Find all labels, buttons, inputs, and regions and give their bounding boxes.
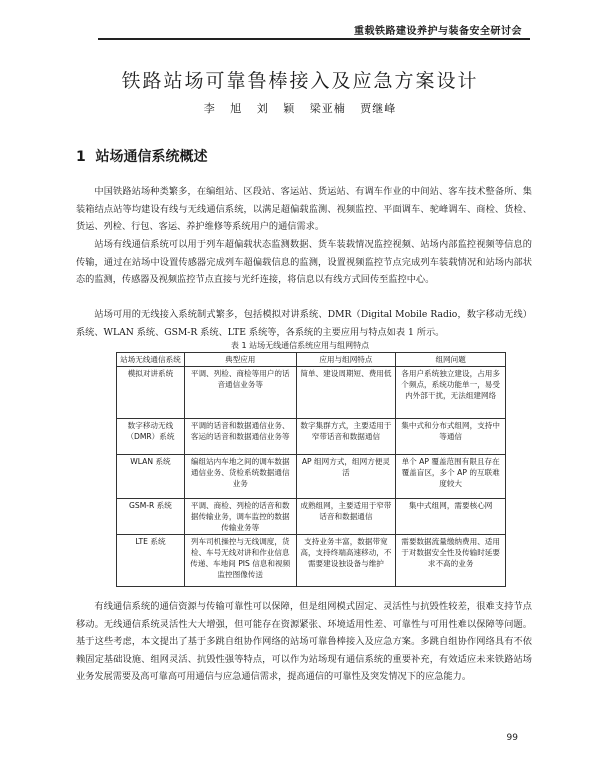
table-cell: LTE 系统 (117, 535, 185, 587)
author: 贾继峰 (360, 102, 397, 115)
section-heading (76, 146, 208, 166)
table-header-cell: 典型应用 (184, 353, 296, 367)
table-header-cell: 应用与组网特点 (296, 353, 396, 367)
table-caption: 表 1 站场无线通信系统应用与组网特点 (230, 341, 370, 350)
table-header-cell: 站场无线通信系统 (117, 353, 185, 367)
table-row (117, 367, 506, 419)
table-cell: 集中式和分布式组网，支持中等通信 (396, 419, 506, 455)
table-cell: 数字集群方式，主要适用于窄带话音和数据通信 (296, 419, 396, 455)
table-cell: 成熟组网，主要适用于窄带话音和数据通信 (296, 499, 396, 535)
table-cell: WLAN 系统 (117, 455, 185, 499)
table-cell: 集中式组网，需要核心网 (396, 499, 506, 535)
author: 刘 颖 (256, 102, 296, 115)
section-title-text: 站场通信系统概述 (95, 149, 208, 165)
paragraph-3: 站场可用的无线接入系统制式繁多，包括模拟对讲系统、DMR（Digital Mobile Radio，数字移动无线）系统、WLAN 系统、GSM-R 系统、LTE 系统等，各系统的主要应用与特点如表 1 所示。 (76, 309, 532, 338)
table-cell: 支持业务丰富，数据带宽高，支持终端高速移动，不需要建设独设备与维护 (296, 535, 396, 587)
table-header-cell: 组网问题 (396, 353, 506, 367)
table-cell: 单个 AP 覆盖范围有限且存在覆盖盲区，多个 AP 的互联难度较大 (396, 455, 506, 499)
author: 梁亚楠 (309, 102, 346, 115)
author: 李 旭 (203, 102, 243, 115)
paragraph-1: 中国铁路站场种类繁多，在编组站、区段站、客运站、货运站、有调车作业的中间站、客车技术整备所、集装箱结点站等均建设有线与无线通信系统，以满足超偏载监测、视频监控、平面调车、驼峰调车、商检、货检、货运、列检、行包、客运、养护维修等系统用户的通信需求。 (76, 186, 532, 232)
table-cell: 列车司机操控与无线调度，货检、车号无线对讲和作业信息传递、车地间 PIS 信息和视频监控图像传送 (184, 535, 296, 587)
table-cell: AP 组网方式，组网方便灵活 (296, 455, 396, 499)
table-cell: 各用户系统独立建设，占用多个频点，系统功能单一，易受内外部干扰，无法组建网络 (396, 367, 506, 419)
paragraph-4: 有线通信系统的通信资源与传输可靠性可以保障，但是组网模式固定、灵活性与抗毁性较差，很难支持节点移动。无线通信系统灵活性大大增强，但可能存在资源紧张、环境适用性差、可靠性与可用性难以保障等问题。基于这些考虑，本文提出了基于多跳自组协作网络的站场可靠鲁棒接入及应急方案。多跳自组协作网络具有不依赖固定基础设施、组网灵活、抗毁性强等特点，可以作为站场现有通信系统的重要补充，有效适应未来铁路站场业务发展需要及高可靠高可用通信与应急通信需求，提高通信的可靠性及突发情况下的应急能力。 (76, 601, 532, 682)
table-row (117, 499, 506, 535)
table-cell: 模拟对讲系统 (117, 367, 185, 419)
table-header-row (117, 353, 506, 367)
table-cell: 简单、建设周期短、费用低 (296, 367, 396, 419)
section-number: 1 (76, 149, 86, 165)
journal-name: 重载铁路建设养护与装备安全研讨会 (354, 26, 522, 37)
table-row (117, 455, 506, 499)
table-cell: 数字移动无线（DMR）系统 (117, 419, 185, 455)
table-row (117, 535, 506, 587)
table-cell: 平调、列检、商检等用户的话音通信业务等 (184, 367, 296, 419)
table-cell: 平调的话音和数据通信业务、客运的话音和数据通信业务等 (184, 419, 296, 455)
paragraph-2: 站场有线通信系统可以用于列车超偏载状态监测数据、货车装载情况监控视频、站场内部监控视频等信息的传输，通过在站场中设置传感器完成列车超偏载信息的监测，设置视频监控节点完成列车装载情况和站场内部状态的监测，传感器及视频监控节点直接与光纤连接，将信息以有线方式回传至监控中心。 (76, 239, 532, 285)
page-number: 99 (506, 733, 518, 743)
running-header (98, 18, 530, 40)
table-cell: 编组站内车地之间的调车数据通信业务、货检系统数据通信业务 (184, 455, 296, 499)
table-cell: GSM-R 系统 (117, 499, 185, 535)
systems-table (116, 352, 506, 587)
table-cell: 需要数据流量缴纳费用、适用于对数据安全性及传输时延要求不高的业务 (396, 535, 506, 587)
table-row (117, 419, 506, 455)
table-cell: 平调、商检、列检的话音和数据传输业务，调车监控的数据传输业务等 (184, 499, 296, 535)
author-list (0, 100, 600, 116)
paper-title: 铁路站场可靠鲁棒接入及应急方案设计 (121, 70, 479, 92)
